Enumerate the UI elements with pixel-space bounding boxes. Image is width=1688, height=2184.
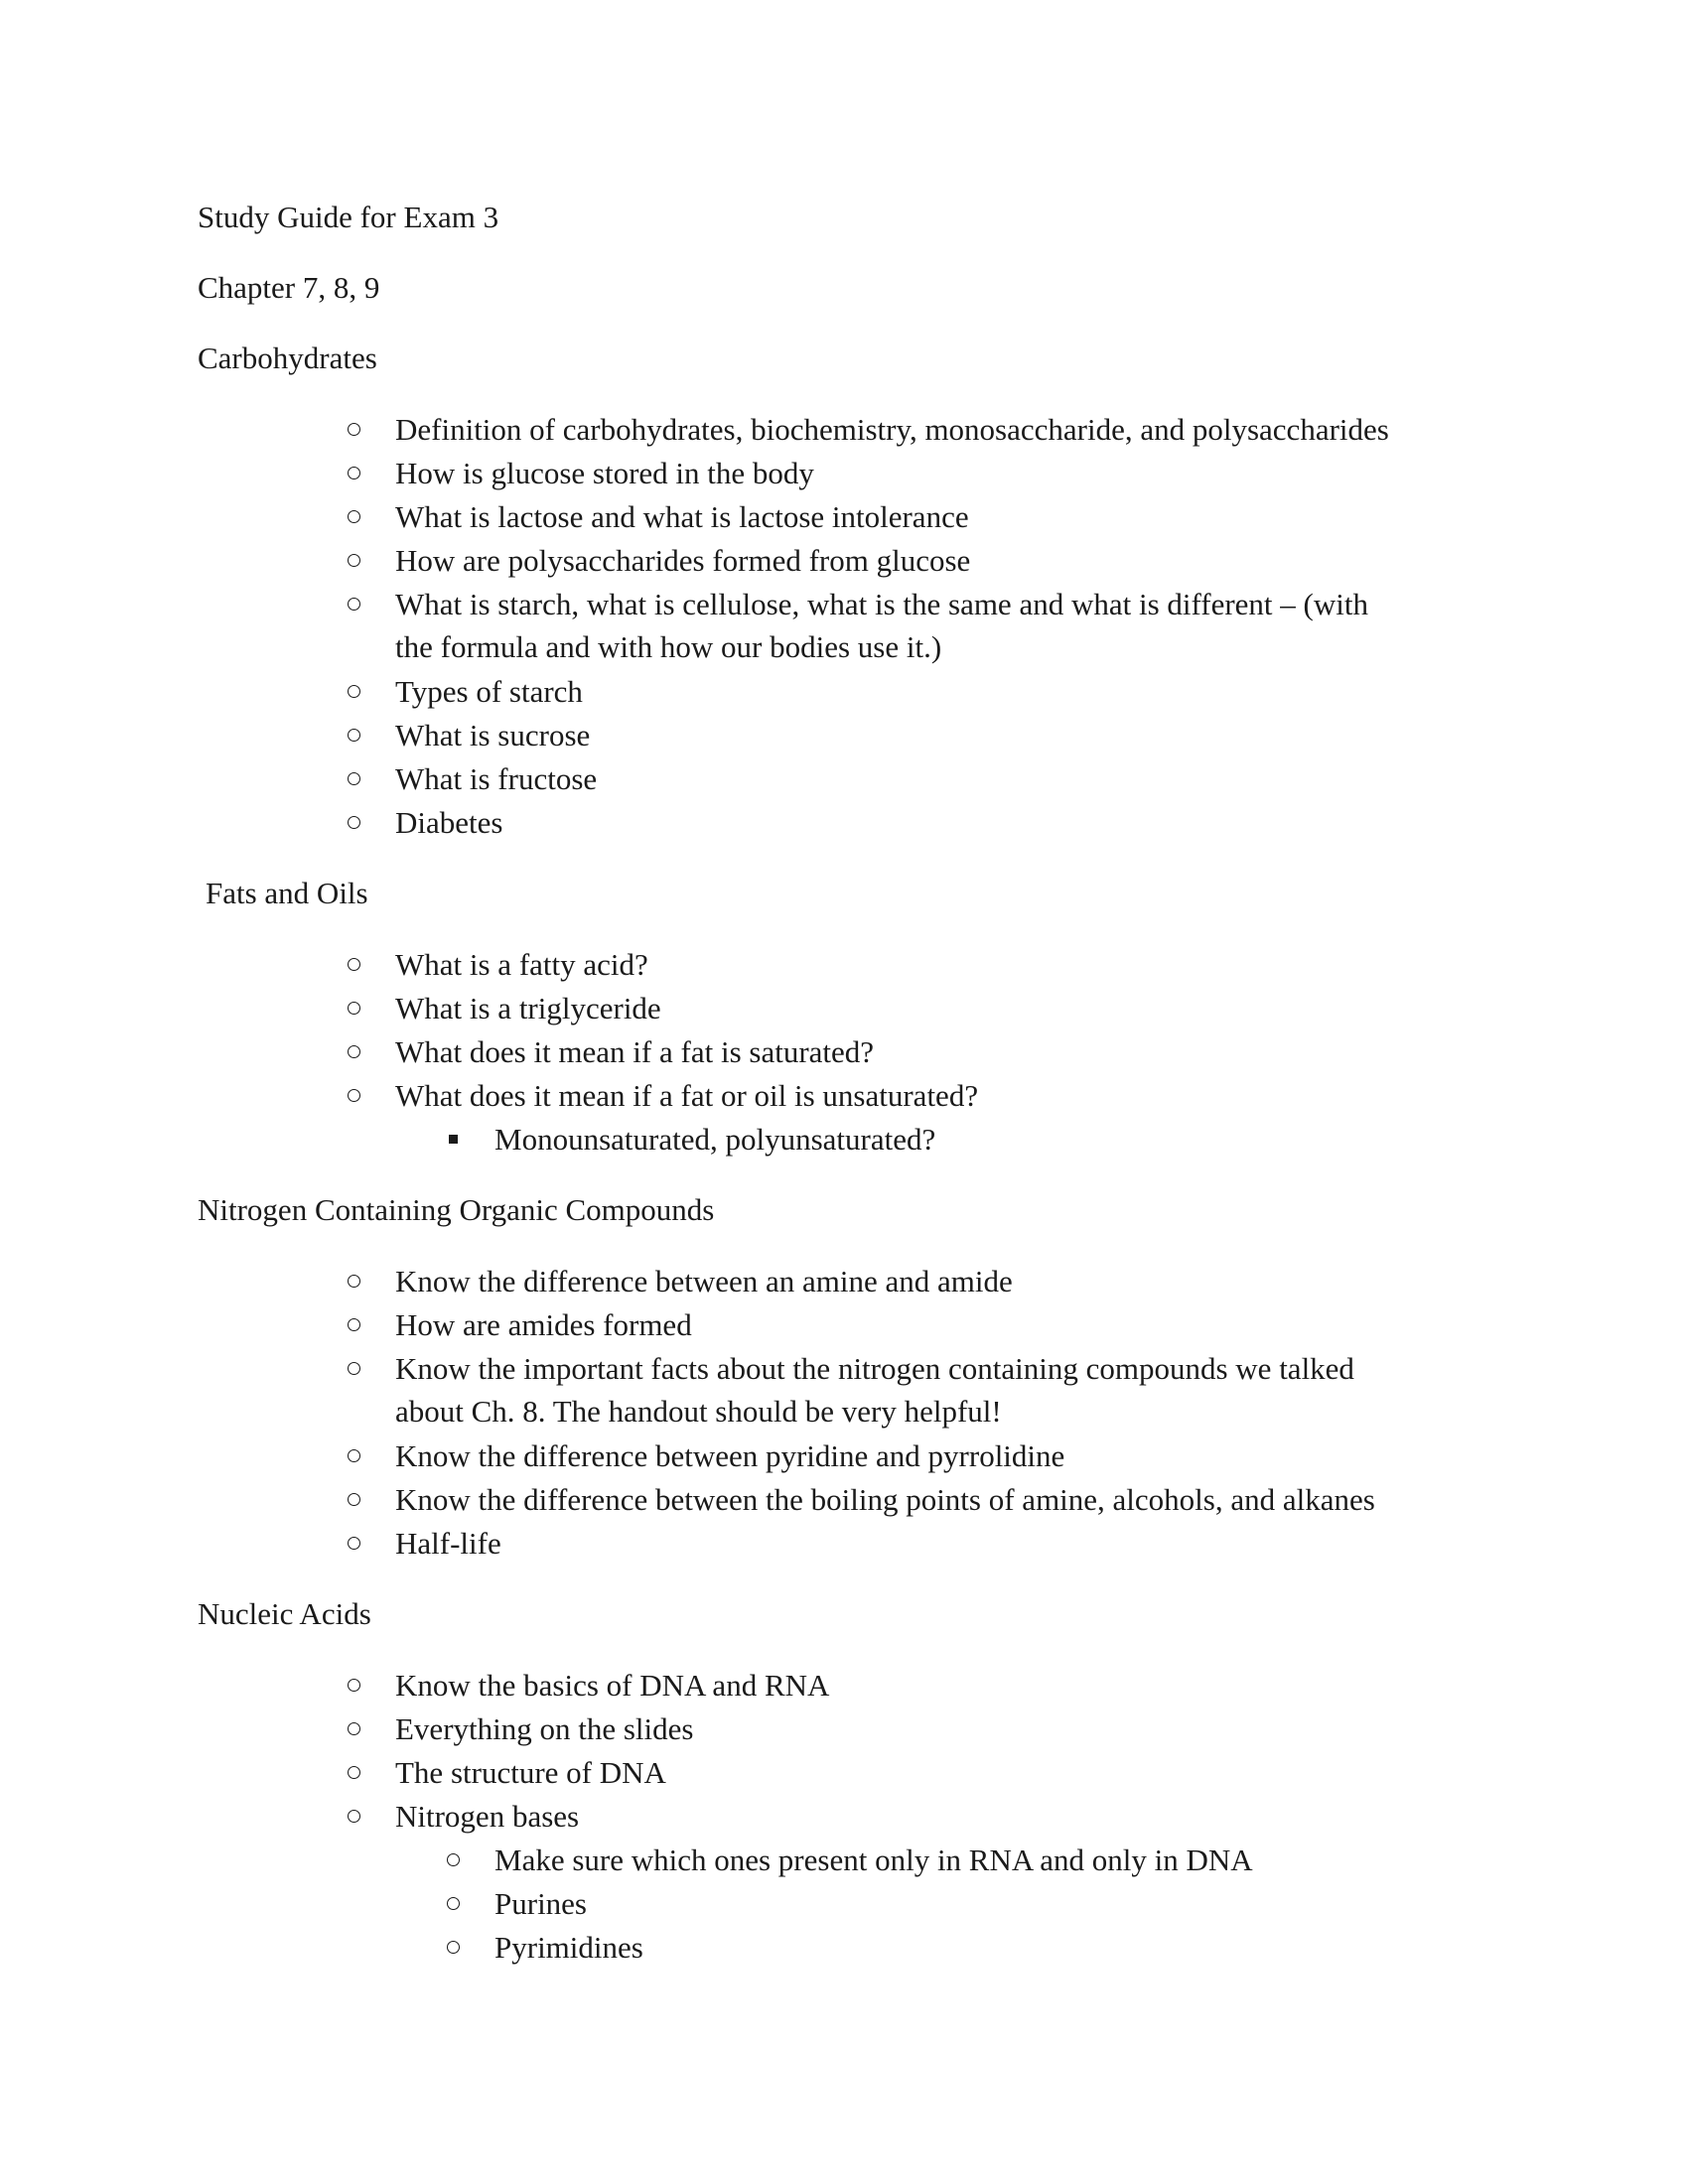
bullet-circle-icon (348, 1722, 360, 1735)
list-item: How is glucose stored in the body (395, 456, 814, 490)
sub-list-item: Make sure which ones present only in RNA and only in DNA (494, 1843, 1253, 1877)
list-item: Know the difference between the boiling points of amine, alcohols, and alkanes (395, 1482, 1375, 1517)
chapter-range: Chapter 7, 8, 9 (198, 270, 380, 305)
sub-list-item: Monounsaturated, polyunsaturated? (494, 1122, 936, 1157)
section-heading-carbohydrates: Carbohydrates (198, 341, 377, 375)
list-item: Know the difference between pyridine and pyrrolidine (395, 1438, 1065, 1473)
list-item-continuation: about Ch. 8. The handout should be very helpful! (395, 1394, 1002, 1429)
bullet-circle-icon (348, 1089, 360, 1102)
bullet-circle-icon (348, 1045, 360, 1058)
bullet-circle-icon (348, 772, 360, 785)
bullet-circle-icon (348, 729, 360, 742)
sub-list-item: Pyrimidines (494, 1930, 643, 1965)
list-item: Nitrogen bases (395, 1799, 580, 1834)
list-item: The structure of DNA (395, 1755, 666, 1790)
bullet-circle-icon (447, 1941, 460, 1954)
bullet-circle-icon (348, 816, 360, 829)
list-item: What is fructose (395, 761, 598, 796)
bullet-circle-icon (348, 1318, 360, 1331)
section-heading-fats-and-oils: Fats and Oils (206, 876, 368, 910)
list-item: Know the difference between an amine and amide (395, 1264, 1013, 1298)
bullet-circle-icon (348, 1493, 360, 1506)
list-item: How are polysaccharides formed from glucose (395, 543, 971, 578)
list-item-continuation: the formula and with how our bodies use it.) (395, 629, 942, 664)
bullet-circle-icon (348, 1362, 360, 1375)
list-item: What is a triglyceride (395, 991, 661, 1025)
section-heading-nitrogen-compounds: Nitrogen Containing Organic Compounds (198, 1192, 715, 1227)
list-item: Everything on the slides (395, 1711, 694, 1746)
bullet-circle-icon (348, 554, 360, 567)
list-item: What does it mean if a fat or oil is unsaturated? (395, 1078, 979, 1113)
list-item: Definition of carbohydrates, biochemistry, monosaccharide, and polysaccharides (395, 412, 1389, 447)
bullet-circle-icon (447, 1853, 460, 1866)
document-title: Study Guide for Exam 3 (198, 200, 499, 234)
sub-list-item: Purines (494, 1886, 587, 1921)
bullet-circle-icon (348, 685, 360, 698)
list-item: Types of starch (395, 674, 583, 709)
bullet-circle-icon (348, 510, 360, 523)
bullet-circle-icon (348, 1537, 360, 1550)
list-item: What is lactose and what is lactose intolerance (395, 499, 969, 534)
bullet-circle-icon (348, 958, 360, 971)
list-item: How are amides formed (395, 1307, 692, 1342)
bullet-square-icon (449, 1135, 458, 1144)
list-item: Diabetes (395, 805, 503, 840)
list-item: What does it mean if a fat is saturated? (395, 1034, 875, 1069)
list-item: Know the basics of DNA and RNA (395, 1668, 830, 1703)
bullet-circle-icon (348, 423, 360, 436)
list-item: What is starch, what is cellulose, what is the same and what is different – (with (395, 587, 1368, 621)
bullet-circle-icon (348, 1275, 360, 1288)
bullet-circle-icon (348, 467, 360, 479)
section-heading-nucleic-acids: Nucleic Acids (198, 1596, 371, 1631)
bullet-circle-icon (348, 1810, 360, 1823)
list-item: What is a fatty acid? (395, 947, 648, 982)
bullet-circle-icon (447, 1897, 460, 1910)
list-item: Know the important facts about the nitrogen containing compounds we talked (395, 1351, 1354, 1386)
list-item: What is sucrose (395, 718, 591, 752)
bullet-circle-icon (348, 1766, 360, 1779)
list-item: Half-life (395, 1526, 501, 1561)
bullet-circle-icon (348, 598, 360, 611)
bullet-circle-icon (348, 1002, 360, 1015)
bullet-circle-icon (348, 1449, 360, 1462)
bullet-circle-icon (348, 1679, 360, 1692)
